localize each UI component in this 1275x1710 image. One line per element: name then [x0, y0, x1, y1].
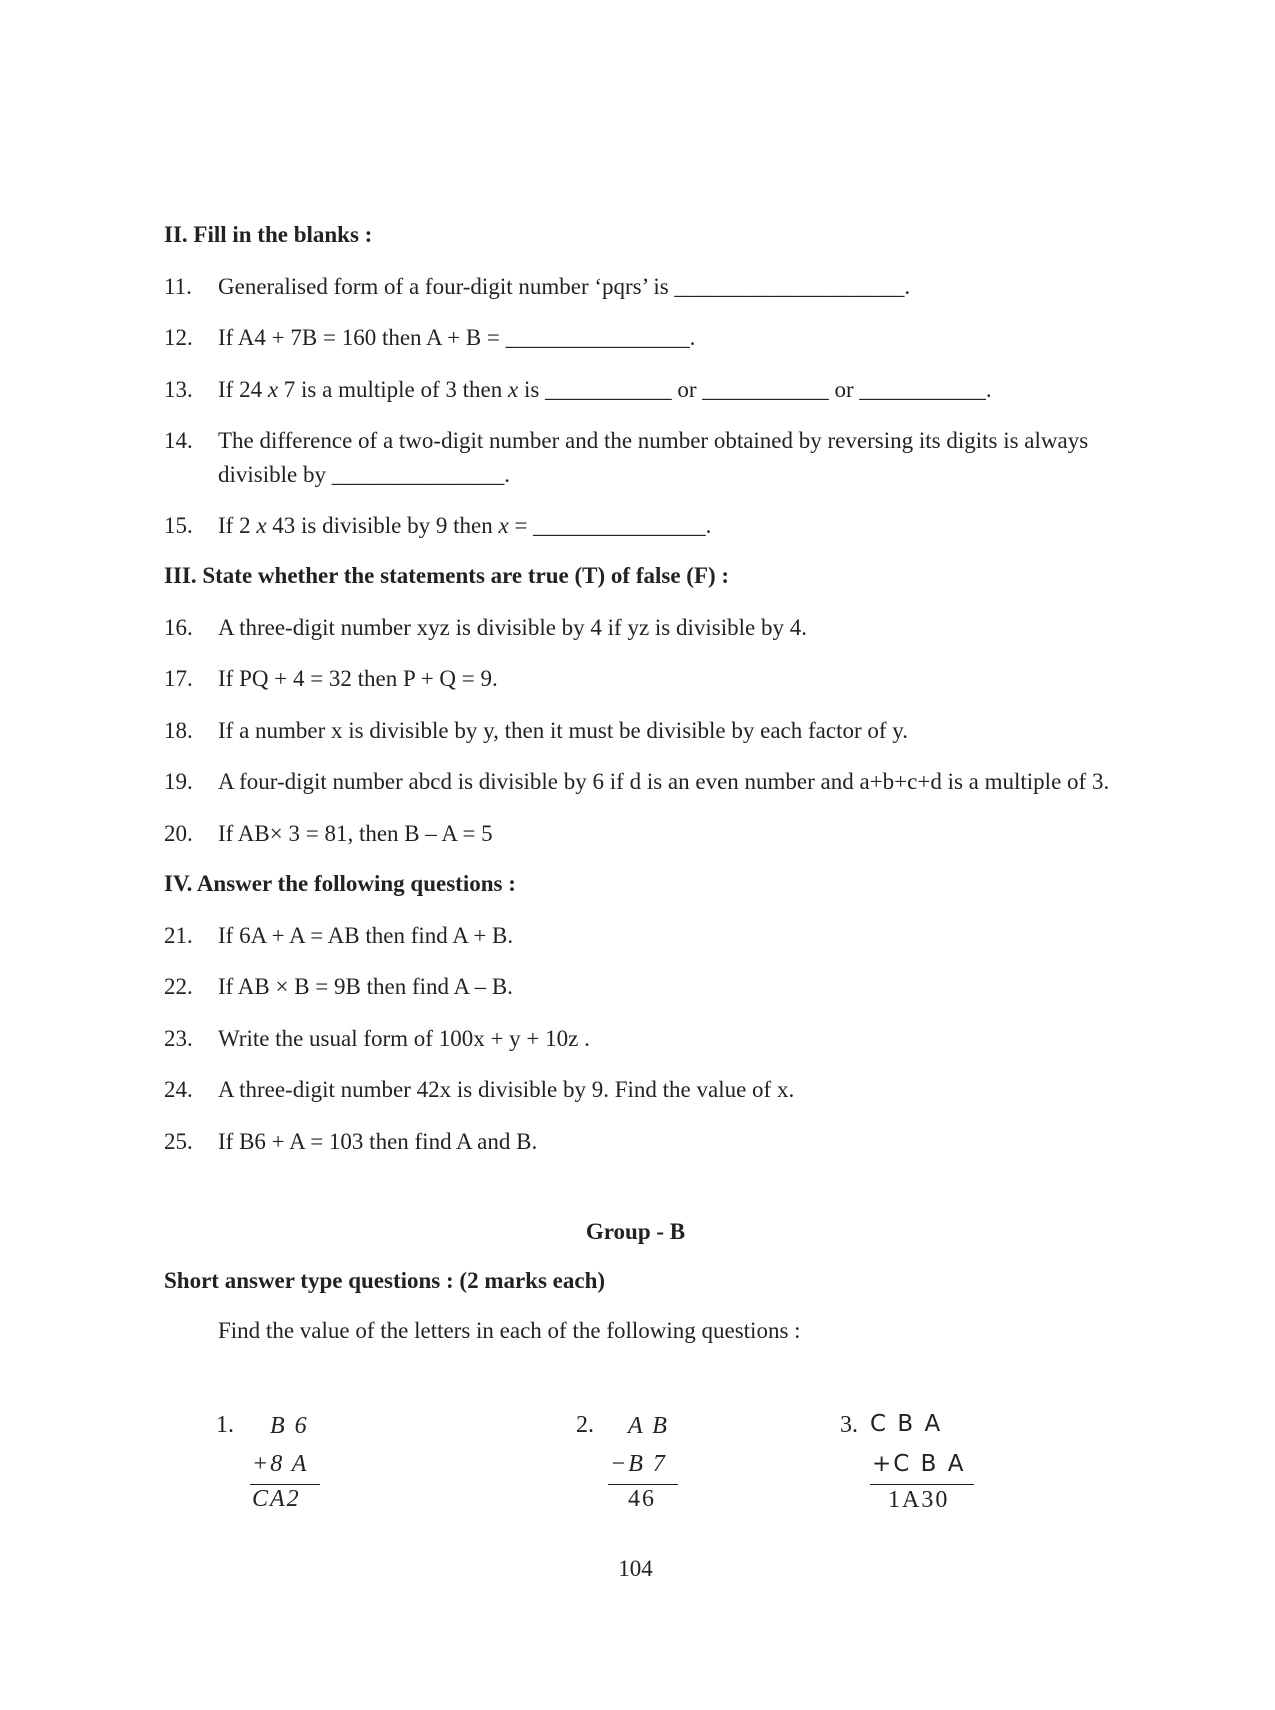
question-number: 17. — [164, 666, 193, 691]
question-text — [218, 509, 1218, 543]
variable-x: x — [256, 513, 267, 538]
puzzle-result: 1A30 — [888, 1487, 950, 1513]
sum-line — [870, 1484, 974, 1485]
text-part: 7 is a multiple of 3 then — [278, 377, 509, 402]
puzzle-row-1: C B A — [870, 1411, 943, 1437]
question-text: If 6A + A = AB then find A + B. — [218, 923, 514, 948]
puzzle-result: CA2 — [252, 1486, 301, 1512]
question-text: Generalised form of a four-digit number ‘pqrs’ is ____________________. — [218, 274, 911, 299]
question-text: If A4 + 7B = 160 then A + B = ________________. — [218, 325, 696, 350]
question-text — [218, 373, 1218, 407]
group-title: Group - B — [585, 1219, 686, 1244]
variable-x: x — [267, 377, 279, 402]
question-number: 24. — [164, 1077, 193, 1102]
text-part: = _______________. — [508, 513, 712, 538]
question-14 — [164, 424, 1164, 494]
question-number: 12. — [164, 325, 193, 350]
question-number: 14. — [164, 428, 193, 453]
puzzle-row-2: +8 A — [252, 1451, 309, 1477]
section-heading-answer-questions: IV. Answer the following questions : — [164, 871, 516, 896]
puzzle-number: 1. — [216, 1412, 234, 1438]
question-number: 23. — [164, 1026, 193, 1051]
puzzle-row-1: A B — [628, 1413, 669, 1439]
text-part: is ___________ or ___________ or ___________. — [518, 377, 992, 402]
question-number: 19. — [164, 769, 193, 794]
section-heading-fill-blanks: II. Fill in the blanks : — [164, 222, 373, 247]
question-text: Write the usual form of 100x + y + 10z . — [218, 1026, 590, 1051]
question-text-line-2: divisible by _______________. — [218, 462, 510, 487]
question-number: 15. — [164, 513, 193, 538]
question-text: If AB× 3 = 81, then B – A = 5 — [218, 821, 493, 846]
question-text: If a number x is divisible by y, then it must be divisible by each factor of y. — [218, 718, 909, 743]
question-text: If B6 + A = 103 then find A and B. — [218, 1129, 538, 1154]
puzzle-number: 3. — [840, 1412, 858, 1438]
text-part: 43 is divisible by 9 then — [266, 513, 499, 538]
puzzle-row-2: −B 7 — [610, 1451, 667, 1477]
question-number: 18. — [164, 718, 193, 743]
variable-x: x — [508, 377, 519, 402]
question-number: 20. — [164, 821, 193, 846]
question-number: 25. — [164, 1129, 193, 1154]
variable-x: x — [498, 513, 509, 538]
puzzle-result: 46 — [628, 1486, 656, 1512]
question-text: If AB × B = 9B then find A – B. — [218, 974, 513, 999]
text-part: If 24 — [218, 377, 268, 402]
question-text: If PQ + 4 = 32 then P + Q = 9. — [218, 666, 498, 691]
puzzle-row-2: +C B A — [872, 1451, 966, 1477]
question-number: 21. — [164, 923, 193, 948]
short-answer-heading: Short answer type questions : (2 marks each) — [164, 1268, 606, 1293]
puzzle-row-1: B 6 — [270, 1413, 309, 1439]
page-number: 104 — [618, 1556, 653, 1581]
text-part: If 2 — [218, 513, 257, 538]
puzzle-number: 2. — [576, 1412, 594, 1438]
section-heading-true-false: III. State whether the statements are true (T) of false (F) : — [164, 563, 730, 588]
question-number: 13. — [164, 377, 193, 402]
question-number: 22. — [164, 974, 193, 999]
question-number: 11. — [164, 274, 192, 299]
question-number: 16. — [164, 615, 193, 640]
question-text: A four-digit number abcd is divisible by 6 if d is an even number and a+b+c+d is a multiple of 3. — [218, 769, 1110, 794]
question-text-line-1: The difference of a two-digit number and the number obtained by reversing its digits is always — [218, 428, 1089, 453]
question-text: A three-digit number xyz is divisible by 4 if yz is divisible by 4. — [218, 615, 807, 640]
instruction-text: Find the value of the letters in each of the following questions : — [218, 1318, 801, 1343]
question-text: A three-digit number 42x is divisible by 9. Find the value of x. — [218, 1077, 795, 1102]
difference-line — [608, 1484, 678, 1485]
sum-line — [250, 1484, 320, 1485]
